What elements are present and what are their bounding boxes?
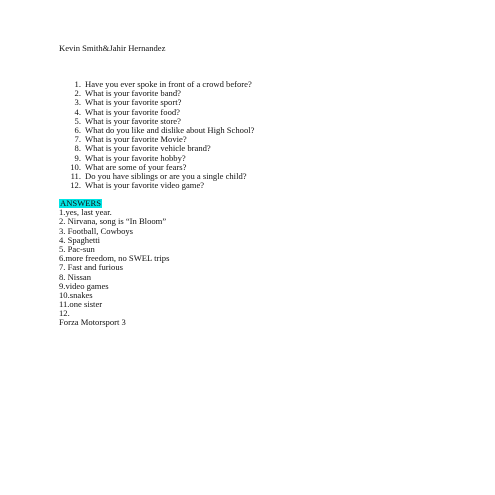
answer-item: 3. Football, Cowboys <box>59 225 134 236</box>
answer-item: 6.more freedom, no SWEL trips <box>59 253 170 264</box>
question-number: 4. <box>74 106 81 117</box>
answer-item: 1.yes, last year. <box>59 207 112 218</box>
question-text: What is your favorite Movie? <box>85 134 187 145</box>
answer-item: 12. <box>59 308 70 319</box>
question-number: 10. <box>70 161 81 172</box>
question-text: What is your favorite band? <box>85 88 181 99</box>
question-number: 3. <box>74 97 81 108</box>
question-text: What is your favorite food? <box>85 106 180 117</box>
question-number: 9. <box>74 152 81 163</box>
question-number: 2. <box>74 88 81 99</box>
question-text: What is your favorite vehicle brand? <box>85 143 211 154</box>
answer-item: 5. Pac-sun <box>59 243 95 254</box>
question-number: 5. <box>74 115 81 126</box>
question-item <box>59 181 254 190</box>
answer-item: Forza Motorsport 3 <box>59 317 126 328</box>
question-number: 12. <box>70 180 81 191</box>
question-text: What is your favorite store? <box>85 115 181 126</box>
question-text: Do you have siblings or are you a single child? <box>85 170 247 181</box>
answer-item: 10.snakes <box>59 289 93 300</box>
question-text: What is your favorite hobby? <box>85 152 186 163</box>
question-number: 11. <box>70 170 81 181</box>
answer-item: 2. Nirvana, song is “In Bloom” <box>59 216 167 227</box>
answer-item: 9.video games <box>59 280 109 291</box>
question-text: What do you like and dislike about High School? <box>85 124 255 135</box>
answer-item: 11.one sister <box>59 299 103 310</box>
question-text: What is your favorite sport? <box>85 97 182 108</box>
question-number: 8. <box>74 143 81 154</box>
answers-heading: ANSWERS <box>60 198 102 208</box>
answer-item: 7. Fast and furious <box>59 262 123 273</box>
question-number: 6. <box>74 124 81 135</box>
question-number: 7. <box>74 134 81 145</box>
question-text: Have you ever spoke in front of a crowd before? <box>85 79 252 89</box>
questions-list <box>59 80 254 190</box>
answer-item: 8. Nissan <box>59 271 91 282</box>
answers-section <box>59 199 169 328</box>
question-number: 1. <box>74 79 81 89</box>
answer-item: 4. Spaghetti <box>59 234 101 245</box>
question-text: What are some of your fears? <box>85 161 187 172</box>
question-text: What is your favorite video game? <box>85 180 205 191</box>
document-authors: Kevin Smith&Jahir Hernandez <box>59 43 166 53</box>
